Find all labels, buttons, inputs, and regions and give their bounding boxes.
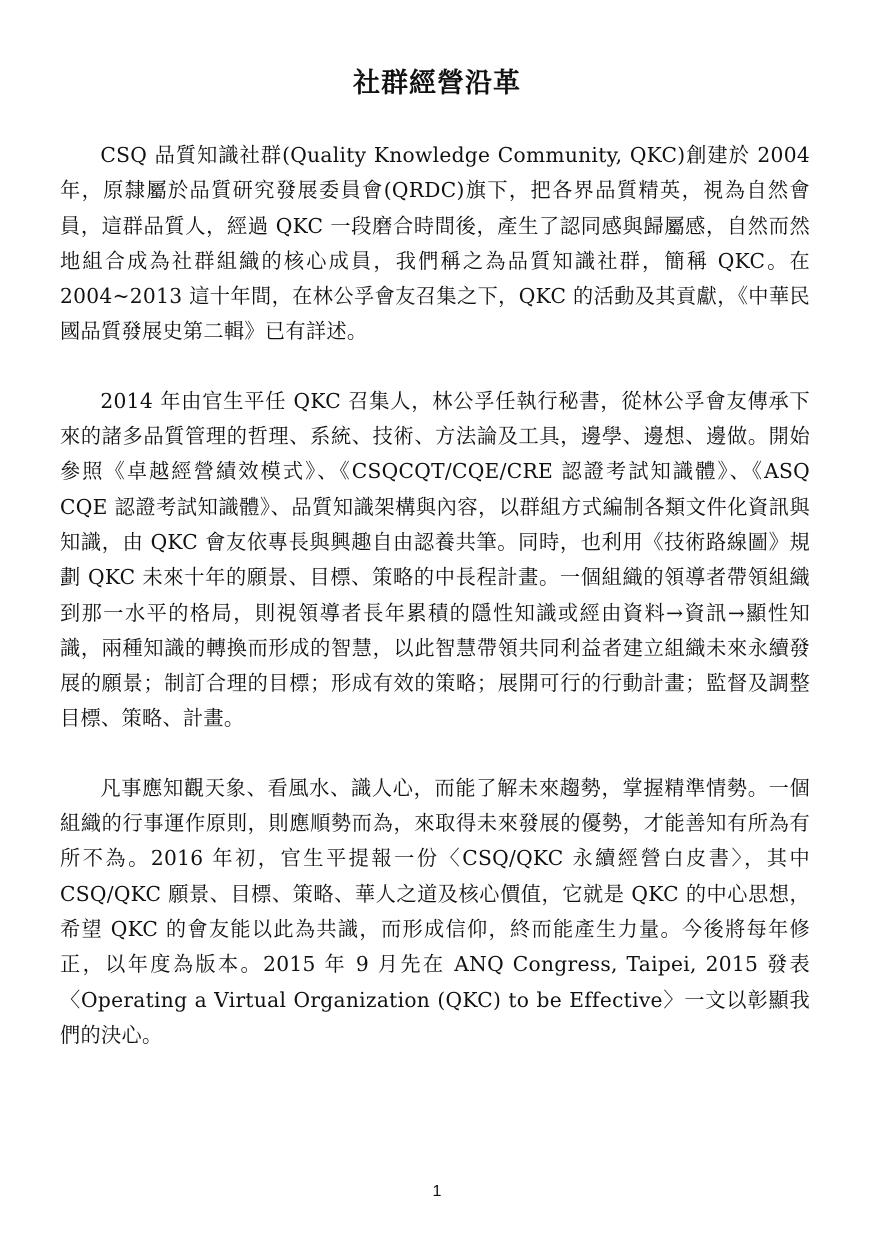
paragraph-white-paper: 凡事應知觀天象、看風水、識人心，而能了解未來趨勢，掌握精準情勢。一個組織的行事運作原則，則應順勢而為，來取得未來發展的優勢，才能善知有所為有所不為。2016 年初，官生平提報一份〈CSQ/QKC 永續經營白皮書〉，其中 CSQ/QKC 願景、目標、策略、華人之道及核心價值，它就是 QKC 的中心思想，希望 QKC 的會友能以此為共識，而形成信仰，終而能產生力量。今後將每年修正，以年度為版本。2015 年 9 月先在 ANQ Congress, Taipei, 2015 發表〈Operating a Virtual Organization (QKC) to be Effective〉一文以彰顯我們的決心。 bbox=[60, 775, 810, 1047]
paragraph-history: CSQ 品質知識社群(Quality Knowledge Community, QKC)創建於 2004 年，原隸屬於品質研究發展委員會(QRDC)旗下，把各界品質精英，視為自然會員，這群品質人，經過 QKC 一段磨合時間後，產生了認同感與歸屬感，自然而然地組合成為社群組織的核心成員，我們稱之為品質知識社群，簡稱 QKC。在 2004~2013 這十年間，在林公孚會友召集之下，QKC 的活動及其貢獻，《中華民國品質發展史第二輯》已有詳述。 bbox=[60, 143, 810, 344]
page-title: 社群經營沿革 bbox=[353, 68, 521, 99]
paragraph-2014-leadership: 2014 年由官生平任 QKC 召集人，林公孚任執行秘書，從林公孚會友傳承下來的諸多品質管理的哲理、系統、技術、方法論及工具，邊學、邊想、邊做。開始參照《卓越經營績效模式》、《CSQCQT/CQE/CRE 認證考試知識體》、《ASQ CQE 認證考試知識體》、品質知識架構與內容，以群組方式編制各類文件化資訊與知識，由 QKC 會友依專長與興趣自由認養共筆。同時，也利用《技術路線圖》規劃 QKC 未來十年的願景、目標、策略的中長程計畫。一個組織的領導者帶領組織到那一水平的格局，則視領導者長年累積的隱性知識或經由資料→資訊→顯性知識，兩種知識的轉換而形成的智慧，以此智慧帶領共同利益者建立組織未來永續發展的願景；制訂合理的目標；形成有效的策略；展開可行的行動計畫；監督及調整目標、策略、計畫。 bbox=[60, 388, 810, 731]
document-body bbox=[60, 138, 810, 1087]
page-number: 1 bbox=[432, 1183, 442, 1200]
